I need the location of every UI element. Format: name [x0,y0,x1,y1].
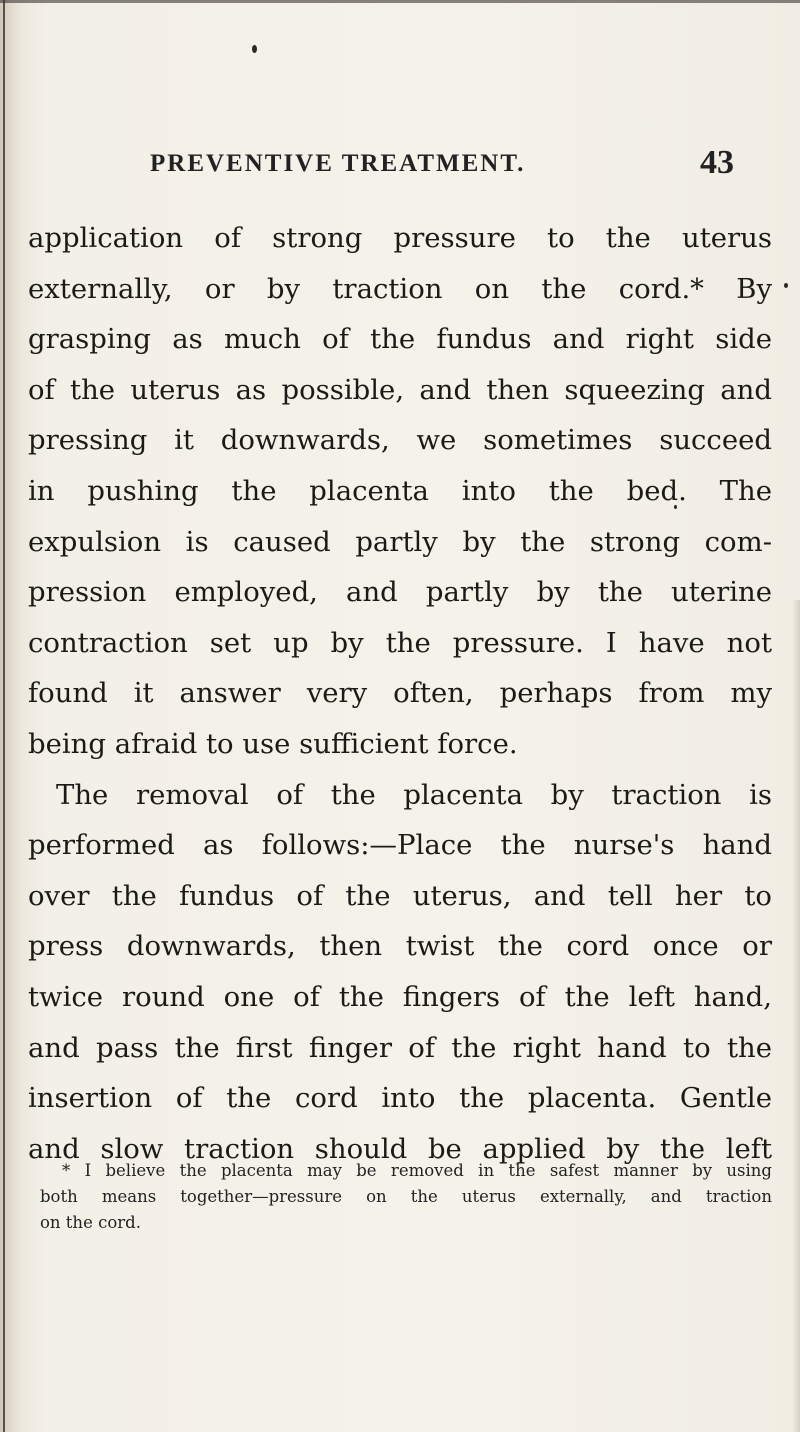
text-line: externally, or by traction on the cord.* By [28,272,772,305]
body-text [28,213,772,1174]
text-line: twice round one of the fingers of the left hand, [28,980,772,1013]
text-line: press downwards, then twist the cord once or [28,930,772,963]
text-line: pression employed, and partly by the uterine [28,576,772,609]
text-line: contraction set up by the pressure. I have not [28,626,772,659]
top-edge [0,0,800,3]
text-line: performed as follows:—Place the nurse's hand [28,829,772,862]
ink-speck [252,45,257,53]
text-line: found it answer very often, perhaps from my [28,677,772,710]
text-line: insertion of the cord into the placenta. Gentle [28,1082,772,1115]
text-line: pressing it downwards, we sometimes succeed [28,424,772,457]
binding-edge-line [3,0,5,1432]
text-line: being afraid to use sufficient force. [28,727,518,760]
text-line: in pushing the placenta into the bed. The [28,474,772,507]
text-line: grasping as much of the fundus and right side [28,323,772,356]
ink-speck [784,283,788,288]
footnote-line: * I believe the placenta may be removed in the safest manner by using [62,1161,772,1180]
text-line: and slow traction should be applied by the left [28,1132,772,1165]
page-header [0,144,800,194]
footnote [40,1158,772,1236]
right-edge-shadow [792,600,800,1432]
footnote-line: on the cord. [40,1213,141,1232]
text-line: over the fundus of the uterus, and tell her to [28,879,772,912]
footnote-line: both means together—pressure on the uterus externally, and traction [40,1187,772,1206]
text-line: of the uterus as possible, and then squeezing and [28,373,772,406]
text-line: expulsion is caused partly by the strong com- [28,525,772,558]
text-line: application of strong pressure to the uterus [28,222,772,254]
page-number: 43 [700,144,734,181]
text-line: The removal of the placenta by traction is [56,778,772,811]
running-title: PREVENTIVE TREATMENT. [150,150,526,177]
text-line: and pass the first finger of the right hand to the [28,1031,772,1064]
